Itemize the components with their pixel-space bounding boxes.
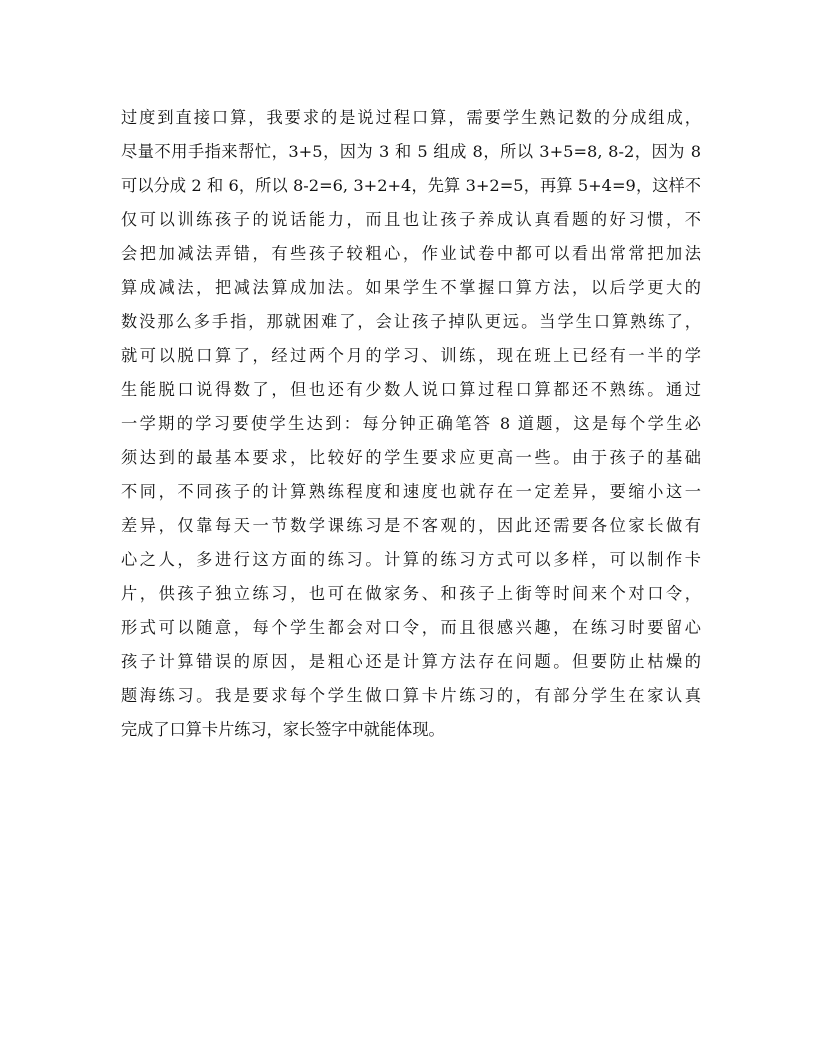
paragraph-line: 差异，仅靠每天一节数学课练习是不客观的，因此还需要各位家长做有 (121, 516, 701, 535)
paragraph-line: 题海练习。我是要求每个学生做口算卡片练习的，有部分学生在家认真 (121, 686, 701, 705)
paragraph-line: 生能脱口说得数了，但也还有少数人说口算过程口算都还不熟练。通过 (121, 380, 701, 399)
paragraph-line: 尽量不用手指来帮忙，3+5，因为 3 和 5 组成 8，所以 3+5=8, 8-2，因为 8 (121, 142, 701, 161)
paragraph-line: 就可以脱口算了，经过两个月的学习、训练，现在班上已经有一半的学 (121, 346, 701, 365)
paragraph-line: 片，供孩子独立练习，也可在做家务、和孩子上街等时间来个对口令， (121, 584, 701, 603)
paragraph-line: 过度到直接口算，我要求的是说过程口算，需要学生熟记数的分成组成， (121, 108, 701, 127)
paragraph-line: 算成减法，把减法算成加法。如果学生不掌握口算方法，以后学更大的 (121, 278, 701, 297)
paragraph-line: 仅可以训练孩子的说话能力，而且也让孩子养成认真看题的好习惯，不 (121, 210, 701, 229)
paragraph-line: 会把加减法弄错，有些孩子较粗心，作业试卷中都可以看出常常把加法 (121, 244, 701, 263)
paragraph-line: 形式可以随意，每个学生都会对口令，而且很感兴趣，在练习时要留心 (121, 618, 701, 637)
paragraph-line: 心之人，多进行这方面的练习。计算的练习方式可以多样，可以制作卡 (121, 550, 701, 569)
body-paragraph (121, 101, 701, 747)
paragraph-line: 孩子计算错误的原因，是粗心还是计算方法存在问题。但要防止枯燥的 (121, 652, 701, 671)
paragraph-line: 须达到的最基本要求，比较好的学生要求应更高一些。由于孩子的基础 (121, 448, 701, 467)
paragraph-line: 可以分成 2 和 6，所以 8-2=6, 3+2+4，先算 3+2=5，再算 5+4=9，这样不 (121, 176, 701, 195)
paragraph-line: 一学期的学习要使学生达到：每分钟正确笔答 8 道题，这是每个学生必 (121, 414, 701, 433)
paragraph-line: 不同，不同孩子的计算熟练程度和速度也就存在一定差异，要缩小这一 (121, 482, 701, 501)
paragraph-line: 数没那么多手指，那就困难了，会让孩子掉队更远。当学生口算熟练了， (121, 312, 701, 331)
paragraph-line: 完成了口算卡片练习，家长签字中就能体现。 (121, 720, 445, 739)
